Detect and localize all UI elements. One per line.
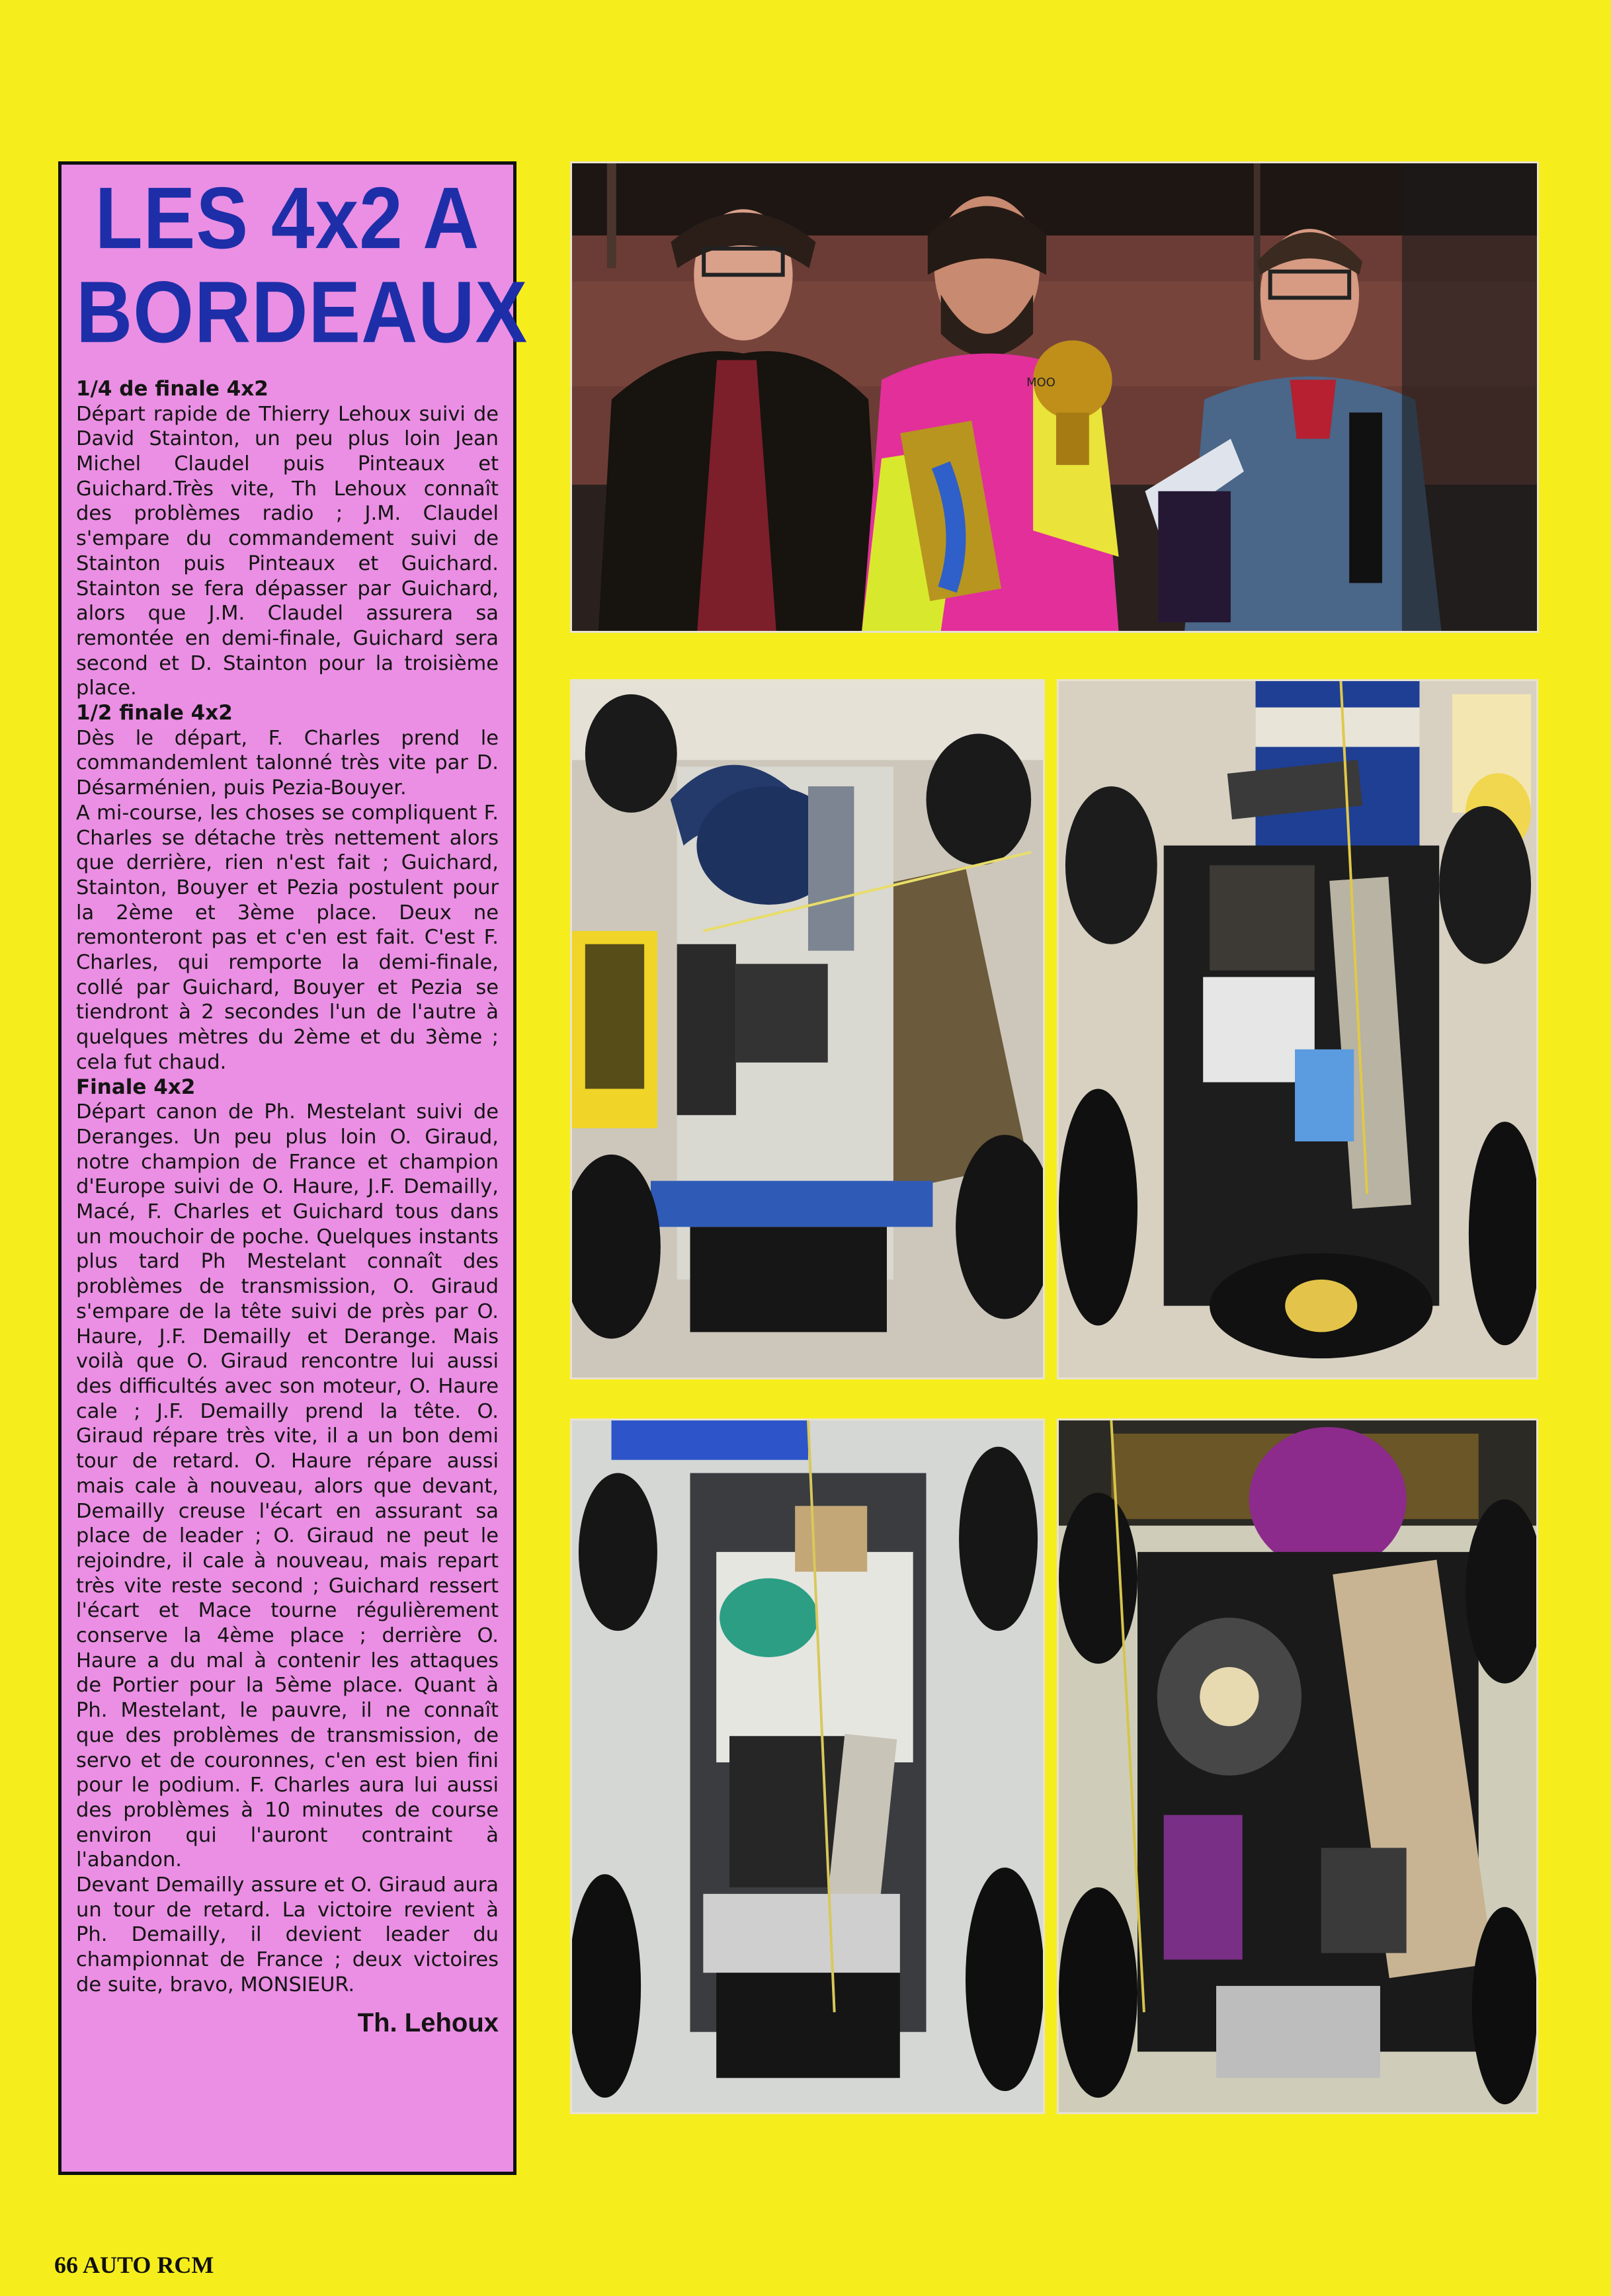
paragraph: Départ rapide de Thierry Lehoux suivi de David Stainton, un peu plus loin Jean Michel Claudel puis Pinteaux et Guichard.Très vite, Th Lehoux connaît des problèmes radio ; J.M. Claudel s'empare du commandement suivi de Stainton puis Pinteaux et Guichard. Stainton se fera dépasser par Guichard, alors que J.M. Claudel assurera sa remontée en demi-finale, Guichard sera second et D. Stainton pour la troisième place. (76, 402, 499, 700)
article-title (76, 169, 528, 362)
paragraph: Départ canon de Ph. Mestelant suivi de Deranges. Un peu plus loin O. Giraud, notre champion de France et champion d'Europe suivi de O. Haure, J.F. Demailly, Macé, F. Charles et Guichard tous dans un mouchoir de poche. Quelques instants plus tard Ph Mestelant connaît des problèmes de transmission, O. Giraud s'empare de la tête suivi de près par O. Haure, J.F. Demailly et Derange. Mais voilà que O. Giraud rencontre lui aussi des difficultés avec son moteur, O. Haure cale ; J.F. Demailly prend la tête. O. Giraud répare très vite, il a un bon demi tour de retard. O. Haure répare aussi mais cale à nouveau, alors que devant, Demailly creuse l'écart en assurant sa place de leader ; O. Giraud ne peut le rejoindre, il cale à nouveau, mais repart très vite reste second ; Guichard ressert l'écart et Mace tourne régulièrement conserve la 4ème place ; derrière O. Haure a du mal à contenir les attaques de Portier pour la 5ème place. Quant à Ph. Mestelant, le pauvre, il ne connaît que des problèmes de transmission, de servo et de couronnes, c'en est bien fini pour le podium. F. Charles aura lui aussi des problèmes à 10 minutes de course environ qui l'auront contraint à l'abandon. (76, 1100, 499, 1872)
section-heading-final: Finale 4x2 (76, 1075, 196, 1099)
chassis-photo-3 (570, 1418, 1045, 2114)
article-box (58, 161, 528, 2175)
author-signature: Th. Lehoux (357, 2008, 499, 2037)
chassis-photo-1 (570, 679, 1045, 1379)
article-body (76, 377, 499, 1998)
section-heading-quarter-final: 1/4 de finale 4x2 (76, 376, 268, 401)
paragraph: Devant Demailly assure et O. Giraud aura un tour de retard. La victoire revient à Ph. Demailly, il devient leader du championnat de France ; deux victoires de suite, bravo, MONSIEUR. (76, 1873, 499, 1996)
paragraph: A mi-course, les choses se compliquent F. Charles se détache très nettement alors que derrière, rien n'est fait ; Guichard, Stainton, Bouyer et Pezia postulent pour la 2ème et 3ème place. Deux ne remonteront pas et c'en est fait. C'est F. Charles, qui remporte la demi-finale, collé par Guichard, Bouyer et Pezia se tiendront à 2 secondes l'un de l'autre à quelques mètres du 2ème et du 3ème ; cela fut chaud. (76, 801, 499, 1074)
section-heading-semi-final: 1/2 finale 4x2 (76, 701, 233, 725)
title-line-2: BORDEAUX (76, 264, 528, 362)
page-footer: 66 AUTO RCM (54, 2252, 214, 2278)
chassis-photo-4 (1057, 1418, 1538, 2114)
podium-photo (570, 161, 1539, 633)
paragraph: Dès le départ, F. Charles prend le commandemlent talonné très vite par D. Désarménien, puis Pezia-Bouyer. (76, 726, 499, 800)
chassis-photo-2 (1057, 679, 1538, 1379)
podium-sign-text: MOO (1026, 376, 1055, 390)
title-line-1: LES 4x2 A (95, 169, 480, 268)
